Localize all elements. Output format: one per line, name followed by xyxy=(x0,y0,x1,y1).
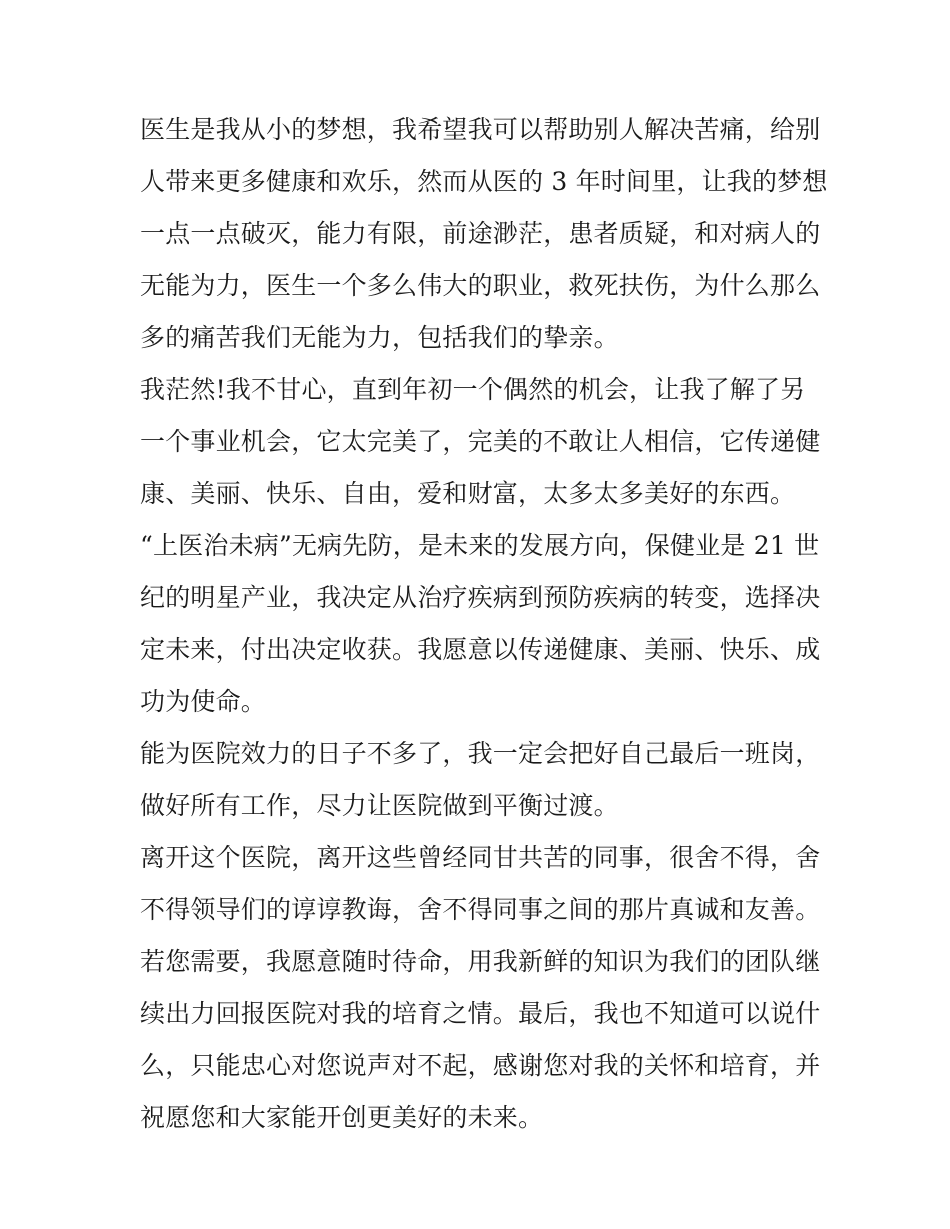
text-line: 功为使命。 xyxy=(140,687,267,716)
text-line: 纪的明星产业，我决定从治疗疾病到预防疾病的转变，选择决 xyxy=(140,583,821,612)
text-line: 能为医院效力的日子不多了，我一定会把好自己最后一班岗， xyxy=(140,739,821,768)
text-line: 一个事业机会，它太完美了，完美的不敢让人相信，它传递健 xyxy=(140,427,821,456)
text-line: 无能为力，医生一个多么伟大的职业，救死扶伤，为什么那么 xyxy=(140,271,821,300)
text-line: 康、美丽、快乐、自由，爱和财富，太多太多美好的东西。 xyxy=(140,479,796,508)
text-line: 若您需要，我愿意随时待命，用我新鲜的知识为我们的团队继 xyxy=(140,947,821,976)
document-body xyxy=(140,104,828,1144)
text-line: 医生是我从小的梦想，我希望我可以帮助别人解决苦痛，给别 xyxy=(140,115,821,144)
text-line: “上医治未病”无病先防，是未来的发展方向，保健业是 21 世 xyxy=(140,531,820,560)
paragraph-3 xyxy=(140,520,821,728)
text-line: 一点一点破灭，能力有限，前途渺茫，患者质疑，和对病人的 xyxy=(140,219,821,248)
text-line: 做好所有工作，尽力让医院做到平衡过渡。 xyxy=(140,791,619,820)
text-line: 续出力回报医院对我的培育之情。最后，我也不知道可以说什 xyxy=(140,999,821,1028)
text-line: 么，只能忠心对您说声对不起，感谢您对我的关怀和培育，并 xyxy=(140,1051,821,1080)
text-line: 祝愿您和大家能开创更美好的未来。 xyxy=(140,1103,544,1132)
text-line: 离开这个医院，离开这些曾经同甘共苦的同事，很舍不得，舍 xyxy=(140,843,821,872)
paragraph-6 xyxy=(140,936,821,1144)
text-line: 我茫然!我不甘心，直到年初一个偶然的机会，让我了解了另 xyxy=(140,375,806,404)
paragraph-2 xyxy=(140,364,821,520)
text-line: 定未来，付出决定收获。我愿意以传递健康、美丽、快乐、成 xyxy=(140,635,821,664)
text-line: 人带来更多健康和欢乐，然而从医的 3 年时间里，让我的梦想 xyxy=(140,167,828,196)
text-line: 多的痛苦我们无能为力，包括我们的挚亲。 xyxy=(140,323,619,352)
paragraph-1 xyxy=(140,104,828,364)
text-line: 不得领导们的谆谆教诲，舍不得同事之间的那片真诚和友善。 xyxy=(140,895,821,924)
paragraph-5 xyxy=(140,832,821,936)
paragraph-4 xyxy=(140,728,821,832)
